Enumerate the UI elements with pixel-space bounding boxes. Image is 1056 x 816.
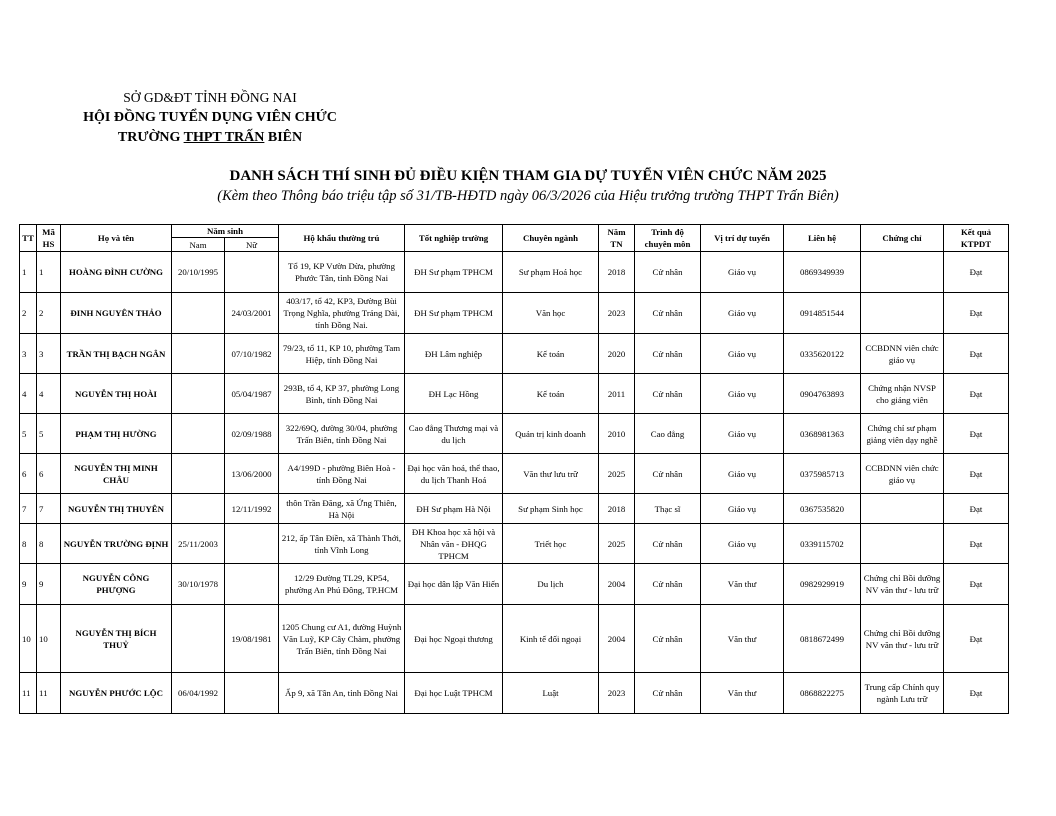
cell-year: 2011 (599, 374, 635, 414)
cell-result: Đạt (944, 374, 1009, 414)
cell-address: A4/199D - phường Biên Hoà - tỉnh Đồng Nai (279, 454, 405, 494)
cell-ma: 9 (37, 564, 61, 605)
cell-tt: 4 (20, 374, 37, 414)
cell-position: Giáo vụ (701, 454, 784, 494)
cell-level: Cử nhân (635, 564, 701, 605)
col-ma-hs: Mã HS (37, 225, 61, 252)
cell-cert (861, 524, 944, 564)
cell-tt: 6 (20, 454, 37, 494)
cell-name: NGUYỄN TRƯỜNG ĐỊNH (61, 524, 172, 564)
cell-nu: 13/06/2000 (225, 454, 279, 494)
cell-tt: 2 (20, 293, 37, 334)
cell-nam: 25/11/2003 (172, 524, 225, 564)
cell-phone: 0335620122 (784, 334, 861, 374)
cell-ma: 3 (37, 334, 61, 374)
cell-position: Văn thư (701, 564, 784, 605)
cell-school: ĐH Khoa học xã hội và Nhân văn - ĐHQG TPHCM (405, 524, 503, 564)
cell-ma: 2 (37, 293, 61, 334)
cell-major: Kế toán (503, 334, 599, 374)
cell-school: ĐH Sư phạm TPHCM (405, 293, 503, 334)
cell-phone: 0868822275 (784, 673, 861, 714)
cell-school: Cao đẳng Thương mại và du lịch (405, 414, 503, 454)
cell-address: 12/29 Đường TL29, KP54, phường An Phú Đông, TP.HCM (279, 564, 405, 605)
cell-cert: Chứng chỉ Bồi dưỡng NV văn thư - lưu trữ (861, 564, 944, 605)
cell-result: Đạt (944, 673, 1009, 714)
document-title: DANH SÁCH THÍ SINH ĐỦ ĐIỀU KIỆN THAM GIA DỰ TUYỂN VIÊN CHỨC NĂM 2025 (229, 168, 827, 184)
cell-cert: CCBDNN viên chức giáo vụ (861, 334, 944, 374)
cell-nam (172, 454, 225, 494)
table-row (20, 494, 1009, 524)
cell-cert: CCBDNN viên chức giáo vụ (861, 454, 944, 494)
cell-nu: 24/03/2001 (225, 293, 279, 334)
cell-position: Giáo vụ (701, 494, 784, 524)
cell-result: Đạt (944, 293, 1009, 334)
cell-nam (172, 414, 225, 454)
cell-name: NGUYỄN THỊ HOÀI (61, 374, 172, 414)
cell-nu (225, 524, 279, 564)
cell-result: Đạt (944, 454, 1009, 494)
col-nam-tn: Năm TN (599, 225, 635, 252)
cell-school: Đại học dân lập Văn Hiến (405, 564, 503, 605)
col-nu: Nữ (225, 238, 279, 252)
col-tt: TT (20, 225, 37, 252)
cell-school: ĐH Lâm nghiệp (405, 334, 503, 374)
cell-major: Sư phạm Hoá học (503, 252, 599, 293)
cell-nam (172, 605, 225, 673)
cell-phone: 0375985713 (784, 454, 861, 494)
table-row (20, 524, 1009, 564)
cell-position: Văn thư (701, 673, 784, 714)
cell-major: Kế toán (503, 374, 599, 414)
cell-year: 2025 (599, 454, 635, 494)
table-body (20, 252, 1009, 714)
cell-position: Giáo vụ (701, 414, 784, 454)
cell-year: 2023 (599, 673, 635, 714)
cell-cert (861, 252, 944, 293)
cell-school: ĐH Lạc Hồng (405, 374, 503, 414)
cell-position: Giáo vụ (701, 374, 784, 414)
organization-header (60, 88, 360, 148)
table-row (20, 252, 1009, 293)
cell-school: Đại học Luật TPHCM (405, 673, 503, 714)
cell-nu (225, 252, 279, 293)
cell-year: 2020 (599, 334, 635, 374)
cell-nu: 07/10/1982 (225, 334, 279, 374)
cell-address: Ấp 9, xã Tân An, tỉnh Đồng Nai (279, 673, 405, 714)
cell-nam (172, 374, 225, 414)
col-nam: Nam (172, 238, 225, 252)
cell-level: Cử nhân (635, 374, 701, 414)
cell-year: 2010 (599, 414, 635, 454)
cell-phone: 0869349939 (784, 252, 861, 293)
cell-position: Văn thư (701, 605, 784, 673)
school-name: TRƯỜNG THPT TRẤN BIÊN (117, 130, 303, 145)
cell-school: ĐH Sư phạm TPHCM (405, 252, 503, 293)
department-name: SỞ GD&ĐT TỈNH ĐỒNG NAI (123, 90, 297, 105)
cell-name: NGUYỄN THỊ MINH CHÂU (61, 454, 172, 494)
cell-phone: 0904763893 (784, 374, 861, 414)
cell-ma: 1 (37, 252, 61, 293)
cell-result: Đạt (944, 414, 1009, 454)
cell-nu: 02/09/1988 (225, 414, 279, 454)
cell-major: Văn thư lưu trữ (503, 454, 599, 494)
cell-major: Triết học (503, 524, 599, 564)
cell-nam: 20/10/1995 (172, 252, 225, 293)
cell-nu (225, 673, 279, 714)
cell-tt: 9 (20, 564, 37, 605)
table-row (20, 454, 1009, 494)
cell-ma: 5 (37, 414, 61, 454)
cell-result: Đạt (944, 494, 1009, 524)
cell-year: 2025 (599, 524, 635, 564)
cell-year: 2018 (599, 252, 635, 293)
cell-year: 2023 (599, 293, 635, 334)
cell-phone: 0367535820 (784, 494, 861, 524)
col-lien-he: Liên hệ (784, 225, 861, 252)
cell-tt: 1 (20, 252, 37, 293)
cell-name: NGUYỄN PHƯỚC LỘC (61, 673, 172, 714)
cell-nu: 19/08/1981 (225, 605, 279, 673)
cell-name: NGUYỄN THỊ THUYÊN (61, 494, 172, 524)
col-ho-khau: Hộ khẩu thường trú (279, 225, 405, 252)
col-ho-ten: Họ và tên (61, 225, 172, 252)
col-chung-chi: Chứng chỉ (861, 225, 944, 252)
cell-major: Văn học (503, 293, 599, 334)
cell-tt: 5 (20, 414, 37, 454)
document-title-block (0, 166, 1056, 206)
cell-address: thôn Trần Đăng, xã Ứng Thiên, Hà Nội (279, 494, 405, 524)
table-row (20, 293, 1009, 334)
cell-address: 322/69Q, đường 30/04, phường Trấn Biên, tỉnh Đồng Nai (279, 414, 405, 454)
cell-address: 79/23, tổ 11, KP 10, phường Tam Hiệp, tỉnh Đồng Nai (279, 334, 405, 374)
cell-level: Thạc sĩ (635, 494, 701, 524)
cell-year: 2004 (599, 564, 635, 605)
cell-ma: 10 (37, 605, 61, 673)
cell-major: Kinh tế đối ngoại (503, 605, 599, 673)
col-tot-nghiep: Tốt nghiệp trường (405, 225, 503, 252)
cell-major: Quản trị kinh doanh (503, 414, 599, 454)
cell-level: Cử nhân (635, 673, 701, 714)
cell-year: 2018 (599, 494, 635, 524)
col-chuyen-nganh: Chuyên ngành (503, 225, 599, 252)
cell-position: Giáo vụ (701, 334, 784, 374)
col-ket-qua: Kết quả KTPDT (944, 225, 1009, 252)
col-trinh-do: Trình độ chuyên môn (635, 225, 701, 252)
cell-ma: 7 (37, 494, 61, 524)
cell-level: Cử nhân (635, 524, 701, 564)
cell-phone: 0818672499 (784, 605, 861, 673)
cell-tt: 8 (20, 524, 37, 564)
cell-tt: 7 (20, 494, 37, 524)
table-header (20, 225, 1009, 252)
cell-address: Tổ 19, KP Vườn Dừa, phường Phước Tân, tỉnh Đồng Nai (279, 252, 405, 293)
cell-result: Đạt (944, 252, 1009, 293)
cell-result: Đạt (944, 564, 1009, 605)
cell-tt: 10 (20, 605, 37, 673)
cell-level: Cử nhân (635, 605, 701, 673)
cell-position: Giáo vụ (701, 293, 784, 334)
cell-ma: 6 (37, 454, 61, 494)
cell-tt: 3 (20, 334, 37, 374)
cell-phone: 0368981363 (784, 414, 861, 454)
table-row (20, 374, 1009, 414)
cell-ma: 11 (37, 673, 61, 714)
cell-nam (172, 293, 225, 334)
cell-ma: 4 (37, 374, 61, 414)
cell-address: 293B, tổ 4, KP 37, phường Long Bình, tỉnh Đồng Nai (279, 374, 405, 414)
cell-name: ĐINH NGUYÊN THẢO (61, 293, 172, 334)
cell-cert: Trung cấp Chính quy ngành Lưu trữ (861, 673, 944, 714)
cell-year: 2004 (599, 605, 635, 673)
cell-nu (225, 564, 279, 605)
cell-result: Đạt (944, 334, 1009, 374)
cell-level: Cao đẳng (635, 414, 701, 454)
cell-cert: Chứng nhận NVSP cho giảng viên (861, 374, 944, 414)
document-subtitle: (Kèm theo Thông báo triệu tập số 31/TB-HĐTD ngày 06/3/2026 của Hiệu trưởng trường THPT Trấn Biên) (217, 188, 839, 204)
cell-tt: 11 (20, 673, 37, 714)
cell-cert: Chứng chỉ Bồi dưỡng NV văn thư - lưu trữ (861, 605, 944, 673)
cell-phone: 0982929919 (784, 564, 861, 605)
cell-name: NGUYỄN THỊ BÍCH THUỶ (61, 605, 172, 673)
table-row (20, 564, 1009, 605)
table-row (20, 605, 1009, 673)
cell-phone: 0914851544 (784, 293, 861, 334)
cell-result: Đạt (944, 524, 1009, 564)
col-vi-tri: Vị trí dự tuyển (701, 225, 784, 252)
cell-position: Giáo vụ (701, 252, 784, 293)
cell-position: Giáo vụ (701, 524, 784, 564)
cell-level: Cử nhân (635, 252, 701, 293)
cell-cert: Chứng chỉ sư phạm giảng viên dạy nghề (861, 414, 944, 454)
cell-school: Đại học văn hoá, thể thao, du lịch Thanh Hoá (405, 454, 503, 494)
cell-cert (861, 293, 944, 334)
cell-name: HOÀNG ĐÌNH CƯỜNG (61, 252, 172, 293)
cell-name: NGUYỄN CÔNG PHƯỢNG (61, 564, 172, 605)
cell-nu: 05/04/1987 (225, 374, 279, 414)
cell-address: 403/17, tổ 42, KP3, Đường Bùi Trọng Nghĩa, phường Trảng Dài, tỉnh Đồng Nai. (279, 293, 405, 334)
cell-address: 212, ấp Tân Điền, xã Thành Thới, tỉnh Vĩnh Long (279, 524, 405, 564)
cell-level: Cử nhân (635, 334, 701, 374)
cell-level: Cử nhân (635, 454, 701, 494)
cell-nam: 30/10/1978 (172, 564, 225, 605)
cell-major: Du lịch (503, 564, 599, 605)
cell-result: Đạt (944, 605, 1009, 673)
cell-name: TRẦN THỊ BẠCH NGÂN (61, 334, 172, 374)
cell-nu: 12/11/1992 (225, 494, 279, 524)
cell-level: Cử nhân (635, 293, 701, 334)
cell-ma: 8 (37, 524, 61, 564)
cell-nam (172, 334, 225, 374)
cell-major: Luật (503, 673, 599, 714)
cell-name: PHẠM THỊ HƯỜNG (61, 414, 172, 454)
cell-cert (861, 494, 944, 524)
table-row (20, 414, 1009, 454)
table-row (20, 334, 1009, 374)
council-name: HỘI ĐỒNG TUYỂN DỤNG VIÊN CHỨC (83, 110, 337, 125)
table-row (20, 673, 1009, 714)
cell-major: Sư phạm Sinh học (503, 494, 599, 524)
candidate-table (19, 224, 1009, 714)
cell-school: Đại học Ngoại thương (405, 605, 503, 673)
col-nam-sinh: Năm sinh (172, 225, 279, 238)
cell-nam (172, 494, 225, 524)
cell-phone: 0339115702 (784, 524, 861, 564)
cell-nam: 06/04/1992 (172, 673, 225, 714)
cell-school: ĐH Sư phạm Hà Nội (405, 494, 503, 524)
cell-address: 1205 Chung cư A1, đường Huỳnh Văn Luỹ, KP Cây Chàm, phường Trấn Biên, tỉnh Đồng Nai (279, 605, 405, 673)
